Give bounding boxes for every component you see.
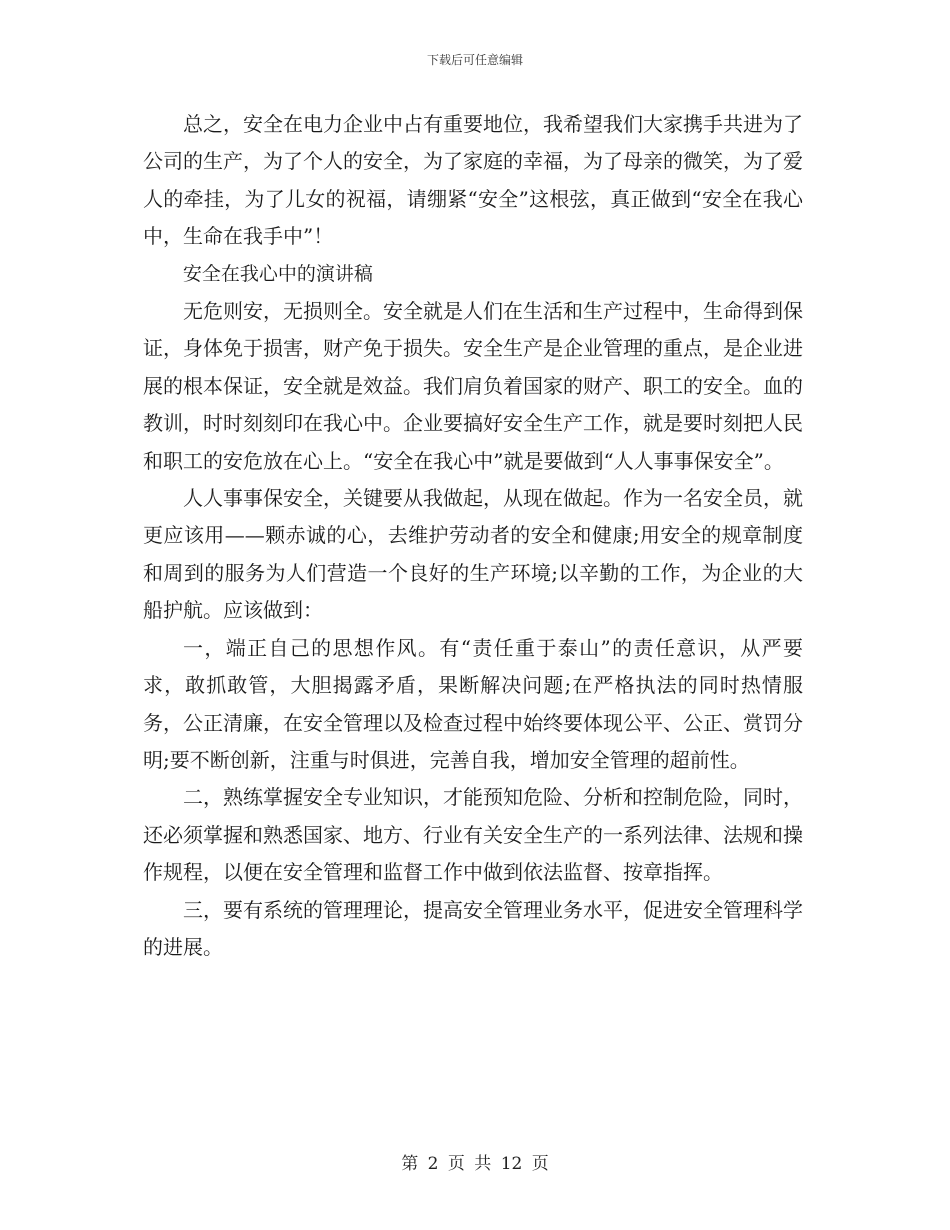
page-number: 第 2 页 共 12 页 xyxy=(401,1154,549,1174)
header-note: 下载后可任意编辑 xyxy=(426,53,523,67)
section-title: 安全在我心中的演讲稿 xyxy=(182,262,373,285)
document-body xyxy=(143,106,803,966)
paragraph-point-one: 一，端正自己的思想作风。有“责任重于泰山”的责任意识，从严要求，敢抓敢管，大胆揭露矛盾，果断解决问题;在严格执法的同时热情服务，公正清廉，在安全管理以及检查过程中始终要体现公平、公正、赏罚分明;要不断创新，注重与时俱进，完善自我，增加安全管理的超前性。 xyxy=(143,635,803,772)
paragraph-intro: 无危则安，无损则全。安全就是人们在生活和生产过程中，生命得到保证，身体免于损害，财产免于损失。安全生产是企业管理的重点，是企业进展的根本保证，安全就是效益。我们肩负着国家的财产、职工的安全。血的教训，时时刻刻印在我心中。企业要搞好安全生产工作，就是要时刻把人民和职工的安危放在心上。“安全在我心中”就是要做到“人人事事保安全”。 xyxy=(143,299,803,473)
paragraph-responsibility: 人人事事保安全，关键要从我做起，从现在做起。作为一名安全员，就更应该用——颗赤诚的心，去维护劳动者的安全和健康;用安全的规章制度和周到的服务为人们营造一个良好的生产环境;以辛勤的工作，为企业的大船护航。应该做到： xyxy=(143,486,803,623)
page-footer xyxy=(0,1150,950,1178)
paragraph-conclusion: 总之，安全在电力企业中占有重要地位，我希望我们大家携手共进为了公司的生产，为了个人的安全，为了家庭的幸福，为了母亲的微笑，为了爱人的牵挂，为了儿女的祝福，请绷紧“安全”这根弦，真正做到“安全在我心中，生命在我手中”！ xyxy=(143,112,803,249)
paragraph-point-three: 三，要有系统的管理理论，提高安全管理业务水平，促进安全管理科学的进展。 xyxy=(143,897,803,959)
paragraph-point-two: 二，熟练掌握安全专业知识，才能预知危险、分析和控制危险，同时，还必须掌握和熟悉国家、地方、行业有关安全生产的一系列法律、法规和操作规程，以便在安全管理和监督工作中做到依法监督、按章指挥。 xyxy=(143,785,803,885)
page-header xyxy=(0,50,950,70)
